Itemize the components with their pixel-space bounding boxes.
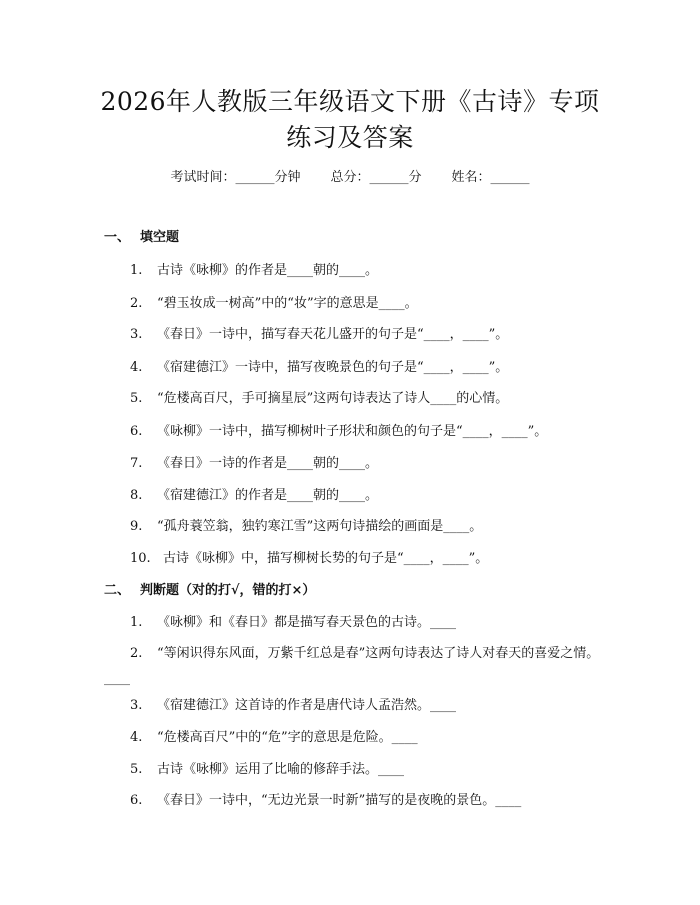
question-number: 2. <box>130 296 143 311</box>
section-heading-fill-in <box>104 229 179 247</box>
question-text: 《咏柳》一诗中，描写柳树叶子形状和颜色的句子是“____，____”。 <box>157 424 548 439</box>
question-item <box>130 550 610 568</box>
question-item <box>130 792 610 810</box>
question-item <box>130 761 610 779</box>
question-text: 《咏柳》和《春日》都是描写春天景色的古诗。____ <box>157 615 457 630</box>
section-number: 二、 <box>104 583 131 598</box>
question-number: 9. <box>130 519 143 534</box>
question-item <box>130 423 610 441</box>
question-text: 古诗《咏柳》的作者是____朝的____。 <box>157 263 379 278</box>
section-heading-true-false <box>104 582 315 600</box>
exam-time-field: 考试时间：______分钟 <box>170 170 301 185</box>
question-number: 10. <box>130 551 151 566</box>
question-item <box>130 295 610 313</box>
question-item <box>130 697 610 715</box>
question-text: “孤舟蓑笠翁，独钓寒江雪”这两句诗描绘的画面是____。 <box>157 519 483 534</box>
question-text: “碧玉妆成一树高”中的“妆”字的意思是____。 <box>157 296 418 311</box>
question-item <box>130 262 610 280</box>
total-score-field: 总分：______分 <box>330 170 422 185</box>
question-number: 6. <box>130 793 143 808</box>
section-title: 判断题（对的打√，错的打×） <box>140 583 316 598</box>
page-title-line-2: 练习及答案 <box>286 123 414 152</box>
question-number: 1. <box>130 615 143 630</box>
question-number: 7. <box>130 456 143 471</box>
question-item <box>130 390 610 408</box>
question-item <box>130 518 610 536</box>
question-text: “等闲识得东风面，万紫千红总是春”这两句诗表达了诗人对春天的喜爱之情。____ <box>104 646 600 686</box>
page-title-line-1: 2026年人教版三年级语文下册《古诗》专项 <box>100 87 600 116</box>
question-text: 《春日》一诗中，“无边光景一时新”描写的是夜晚的景色。____ <box>157 793 522 808</box>
section-title: 填空题 <box>140 230 180 245</box>
question-text: “危楼高百尺”中的“危”字的意思是危险。____ <box>157 730 418 745</box>
question-text: 古诗《咏柳》中，描写柳树长势的句子是“____，____”。 <box>163 551 489 566</box>
question-text: 《春日》一诗中，描写春天花儿盛开的句子是“____，____”。 <box>157 327 509 342</box>
question-number: 5. <box>130 762 143 777</box>
question-text: 《春日》一诗的作者是____朝的____。 <box>157 456 379 471</box>
question-number: 8. <box>130 488 143 503</box>
question-text: 《宿建德江》一诗中，描写夜晚景色的句子是“____，____”。 <box>157 360 509 375</box>
question-item <box>130 455 610 473</box>
question-number: 5. <box>130 391 143 406</box>
question-number: 6. <box>130 424 143 439</box>
question-number: 2. <box>130 646 143 661</box>
question-item <box>130 487 610 505</box>
question-number: 3. <box>130 698 143 713</box>
student-name-field: 姓名：______ <box>451 170 530 185</box>
question-item <box>130 614 610 632</box>
question-text: 古诗《咏柳》运用了比喻的修辞手法。____ <box>157 762 405 777</box>
question-number: 3. <box>130 327 143 342</box>
question-item <box>130 359 610 377</box>
question-text: 《宿建德江》的作者是____朝的____。 <box>157 488 379 503</box>
question-number: 4. <box>130 360 143 375</box>
exam-meta <box>0 169 700 187</box>
question-item <box>130 729 610 747</box>
question-text: “危楼高百尺，手可摘星辰”这两句诗表达了诗人____的心情。 <box>157 391 509 406</box>
question-item <box>130 326 610 344</box>
question-number: 4. <box>130 730 143 745</box>
section-number: 一、 <box>104 230 131 245</box>
question-item <box>104 641 604 691</box>
question-number: 1. <box>130 263 143 278</box>
question-text: 《宿建德江》这首诗的作者是唐代诗人孟浩然。____ <box>157 698 457 713</box>
